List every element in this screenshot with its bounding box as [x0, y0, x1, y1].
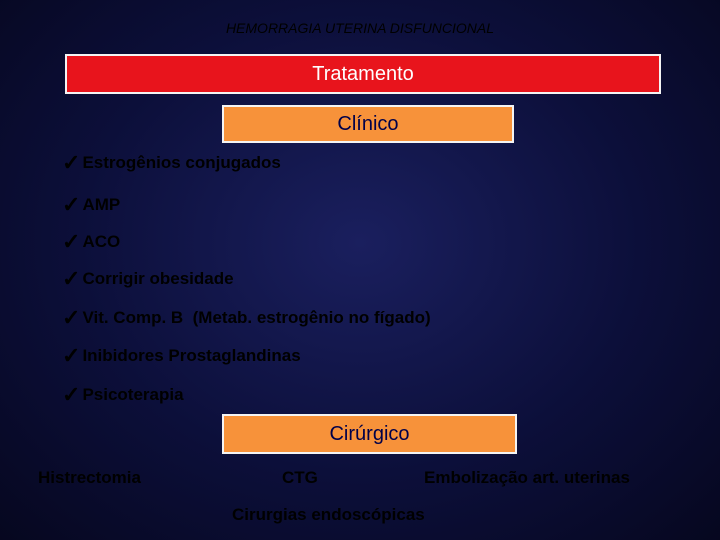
clinico-box [222, 105, 514, 143]
check-icon: ✓ [62, 150, 81, 175]
embolizacao-item: Embolização art. uterinas [424, 468, 630, 487]
cirurgico-label: Cirúrgico [329, 422, 410, 445]
clinico-label: Clínico [337, 112, 399, 135]
list-item [62, 345, 301, 367]
list-item-label: ACO [82, 232, 121, 251]
cirurgico-box [222, 414, 517, 454]
check-icon: ✓ [62, 382, 81, 407]
check-icon: ✓ [62, 229, 81, 254]
list-item-label: Corrigir obesidade [82, 269, 234, 288]
check-icon: ✓ [62, 343, 81, 368]
list-item [62, 152, 281, 174]
check-icon: ✓ [62, 192, 81, 217]
list-item-label: Vit. Comp. B (Metab. estrogênio no fígado) [82, 308, 431, 327]
slide-title: HEMORRAGIA UTERINA DISFUNCIONAL [225, 20, 495, 36]
histrectomia-item: Histrectomia [38, 468, 141, 487]
tratamento-label: Tratamento [312, 62, 414, 85]
list-item [62, 384, 184, 406]
list-item-label: Inibidores Prostaglandinas [82, 346, 301, 365]
list-item [62, 194, 120, 216]
list-item-label: Estrogênios conjugados [82, 153, 281, 172]
list-item [62, 268, 234, 290]
ctg-item: CTG [282, 468, 318, 487]
list-item [62, 231, 120, 253]
list-item-label: Psicoterapia [82, 385, 184, 404]
list-item-label: AMP [82, 195, 121, 214]
list-item [62, 307, 431, 329]
check-icon: ✓ [62, 266, 81, 291]
check-icon: ✓ [62, 305, 81, 330]
tratamento-box [65, 54, 661, 94]
endoscopicas-item: Cirurgias endoscópicas [232, 505, 425, 524]
